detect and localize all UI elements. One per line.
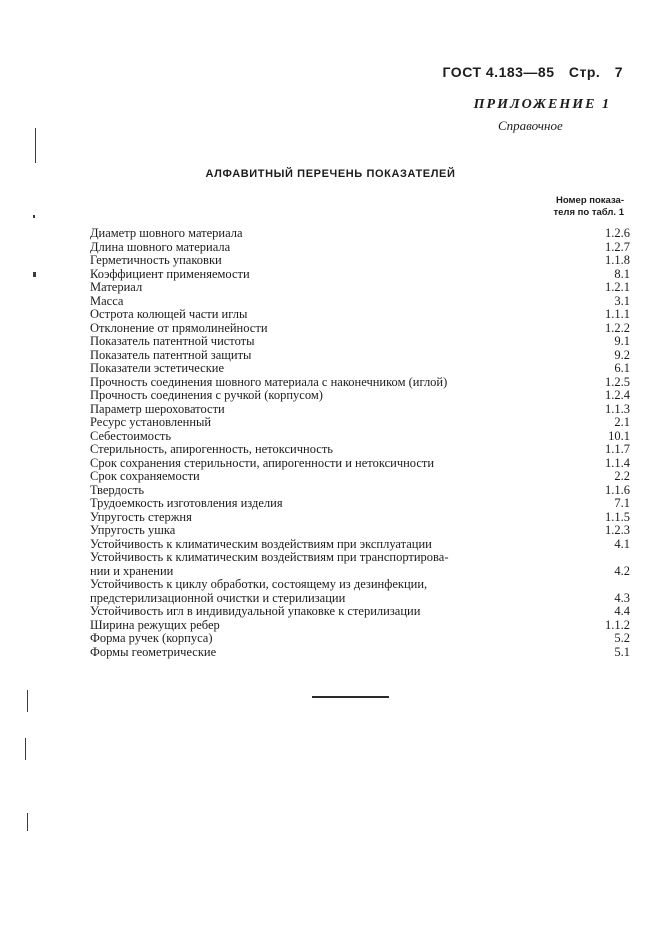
indicator-name: Твердость <box>90 482 145 497</box>
list-item <box>90 619 630 633</box>
indicator-name: Материал <box>90 280 143 294</box>
indicator-name: Себестоимость <box>90 428 172 443</box>
indicator-number: 1.2.7 <box>605 239 630 254</box>
indicator-name: Острота колющей части иглы <box>90 307 248 321</box>
indicator-list <box>90 227 630 659</box>
list-item <box>90 389 630 403</box>
indicator-number: 2.1 <box>614 415 630 429</box>
indicator-name: Ресурс установленный <box>90 415 212 429</box>
indicator-number: 1.1.4 <box>605 455 630 470</box>
list-item <box>90 403 630 417</box>
indicator-number: 1.2.6 <box>605 226 630 240</box>
standard-number: ГОСТ 4.183—85 <box>442 64 555 80</box>
indicator-number: 8.1 <box>614 266 630 281</box>
column-header-line: теля по табл. 1 <box>553 207 624 218</box>
indicator-number: 1.2.5 <box>605 374 630 389</box>
indicator-name: Отклонение от прямолинейности <box>90 320 268 335</box>
indicator-name: Прочность соединения шовного материала с наконечником (иглой) <box>90 374 448 389</box>
indicator-name: Показатели эстетические <box>90 361 225 375</box>
indicator-name: Масса <box>90 293 124 308</box>
indicator-name: Герметичность упаковки <box>90 253 222 267</box>
list-item <box>90 281 630 295</box>
indicator-number: 5.2 <box>614 631 630 645</box>
scan-mark <box>25 738 26 760</box>
list-item <box>90 362 630 376</box>
list-item <box>90 551 630 565</box>
list-item <box>90 241 630 255</box>
scan-mark <box>35 128 36 163</box>
indicator-name: Форма ручек (корпуса) <box>90 631 213 645</box>
indicator-number: 9.2 <box>614 347 630 362</box>
indicator-name: Формы геометрические <box>90 644 217 659</box>
list-item <box>90 254 630 268</box>
indicator-name: Устойчивость игл в индивидуальной упаковке к стерилизации <box>90 604 421 618</box>
indicator-name: Устойчивость к климатическим воздействиям при транспортирова- <box>90 550 449 564</box>
list-item <box>90 646 630 660</box>
column-header-line: Номер показа- <box>555 195 624 206</box>
scan-mark <box>27 813 28 831</box>
list-item <box>90 497 630 511</box>
indicator-number: 4.1 <box>614 536 630 551</box>
indicator-name: Срок сохранения стерильности, апирогенности и нетоксичности <box>90 455 435 470</box>
list-item <box>90 227 630 241</box>
indicator-number: 1.1.7 <box>605 442 630 456</box>
list-item <box>90 511 630 525</box>
list-item <box>90 349 630 363</box>
indicator-name: предстерилизационной очистки и стерилизации <box>90 590 346 605</box>
indicator-number: 4.3 <box>614 590 630 605</box>
indicator-name: Коэффициент применяемости <box>90 266 250 281</box>
list-item <box>90 484 630 498</box>
indicator-name: Диаметр шовного материала <box>90 226 243 240</box>
list-item <box>90 592 630 606</box>
indicator-name: Ширина режущих ребер <box>90 617 220 632</box>
list-title: АЛФАВИТНЫЙ ПЕРЕЧЕНЬ ПОКАЗАТЕЛЕЙ <box>205 168 456 180</box>
list-item <box>90 565 630 579</box>
indicator-name: Устойчивость к циклу обработки, состоящему из дезинфекции, <box>90 577 428 591</box>
column-header <box>520 195 624 219</box>
indicator-number: 6.1 <box>614 361 630 375</box>
indicator-name: Стерильность, апирогенность, нетоксичность <box>90 442 333 456</box>
list-item <box>90 268 630 282</box>
list-item <box>90 538 630 552</box>
indicator-number: 3.1 <box>614 293 630 308</box>
indicator-name: Устойчивость к климатическим воздействиям при эксплуатации <box>90 536 432 551</box>
list-item <box>90 470 630 484</box>
page-number: 7 <box>614 64 623 80</box>
indicator-number: 10.1 <box>608 428 630 443</box>
indicator-number: 1.2.1 <box>605 280 630 294</box>
closing-rule <box>312 696 389 698</box>
indicator-name: Длина шовного материала <box>90 239 231 254</box>
list-item <box>90 578 630 592</box>
list-item <box>90 295 630 309</box>
indicator-number: 4.2 <box>614 563 630 578</box>
indicator-number: 1.1.2 <box>605 617 630 632</box>
list-item <box>90 335 630 349</box>
list-item <box>90 524 630 538</box>
indicator-name: Срок сохраняемости <box>90 469 200 483</box>
list-item <box>90 457 630 471</box>
page-label: Стр. <box>568 64 601 80</box>
indicator-number: 1.2.4 <box>605 388 630 402</box>
list-item <box>90 416 630 430</box>
indicator-number: 9.1 <box>614 334 630 348</box>
appendix-subtitle: Справочное <box>498 118 563 133</box>
indicator-number: 4.4 <box>614 604 630 618</box>
list-item <box>90 322 630 336</box>
page-header <box>433 64 623 80</box>
list-item <box>90 308 630 322</box>
indicator-number: 1.1.1 <box>605 307 630 321</box>
list-item <box>90 430 630 444</box>
indicator-name: Трудоемкость изготовления изделия <box>90 496 283 510</box>
indicator-name: Прочность соединения с ручкой (корпусом) <box>90 388 323 402</box>
indicator-name: Показатель патентной чистоты <box>90 334 255 348</box>
scan-mark <box>33 272 36 277</box>
list-item <box>90 443 630 457</box>
indicator-name: Показатель патентной защиты <box>90 347 252 362</box>
indicator-number: 1.2.2 <box>605 320 630 335</box>
indicator-number: 1.1.6 <box>605 482 630 497</box>
indicator-name: нии и хранении <box>90 563 174 578</box>
appendix-title: ПРИЛОЖЕНИЕ 1 <box>473 97 611 112</box>
indicator-number: 7.1 <box>614 496 630 510</box>
indicator-number: 1.1.8 <box>605 253 630 267</box>
indicator-number: 5.1 <box>614 644 630 659</box>
indicator-number: 1.1.3 <box>605 401 630 416</box>
scan-mark <box>27 690 28 712</box>
indicator-number: 2.2 <box>614 469 630 483</box>
indicator-name: Упругость стержня <box>90 509 192 524</box>
list-item <box>90 632 630 646</box>
list-item <box>90 376 630 390</box>
indicator-number: 1.1.5 <box>605 509 630 524</box>
indicator-name: Параметр шероховатости <box>90 401 225 416</box>
scan-mark <box>33 215 35 218</box>
indicator-name: Упругость ушка <box>90 523 176 537</box>
indicator-number: 1.2.3 <box>605 523 630 537</box>
list-item <box>90 605 630 619</box>
